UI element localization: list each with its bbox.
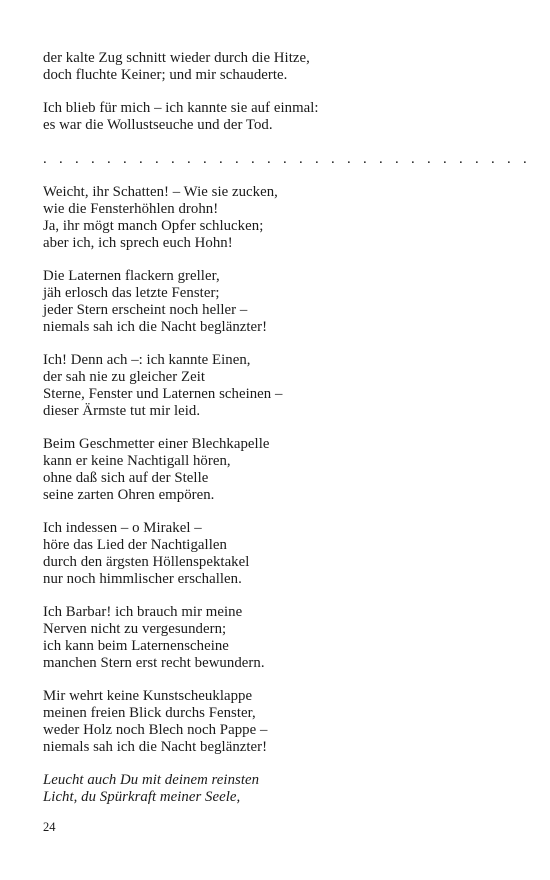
poem-line: kann er keine Nachtigall hören, bbox=[43, 453, 231, 470]
poem-line: der sah nie zu gleicher Zeit bbox=[43, 369, 206, 386]
poem-line: Die Laternen flackern greller, bbox=[43, 268, 220, 285]
section-separator: . . . . . . . . . . . . . . . . . . . . . . . . . . . . . . . bbox=[43, 150, 531, 167]
poem-line: dieser Ärmste tut mir leid. bbox=[43, 402, 201, 419]
poem-line: Nerven nicht zu vergesundern; bbox=[43, 621, 227, 638]
poem-line: Ich blieb für mich – ich kannte sie auf einmal: bbox=[43, 100, 319, 117]
page-number: 24 bbox=[43, 820, 56, 834]
poem-line: Licht, du Spürkraft meiner Seele, bbox=[43, 789, 241, 806]
stanza bbox=[43, 520, 513, 587]
poem-line: Mir wehrt keine Kunstscheuklappe bbox=[43, 688, 253, 705]
stanza-italic bbox=[43, 772, 513, 806]
poem-line: seine zarten Ohren empören. bbox=[43, 486, 215, 503]
poem-line: wie die Fensterhöhlen drohn! bbox=[43, 201, 219, 218]
poem-line: der kalte Zug schnitt wieder durch die Hitze, bbox=[43, 50, 310, 66]
poem-line: Leucht auch Du mit deinem reinsten bbox=[43, 772, 260, 789]
poem-line: aber ich, ich sprech euch Hohn! bbox=[43, 234, 233, 251]
stanza bbox=[43, 604, 513, 671]
poem-line: Weicht, ihr Schatten! – Wie sie zucken, bbox=[43, 184, 278, 201]
stanza bbox=[43, 688, 513, 755]
stanza bbox=[43, 436, 513, 503]
poem-line: jeder Stern erscheint noch heller – bbox=[43, 301, 248, 318]
poem-line: Sterne, Fenster und Laternen scheinen – bbox=[43, 385, 283, 402]
poem-line: ohne daß sich auf der Stelle bbox=[43, 469, 209, 486]
poem-line: niemals sah ich die Nacht beglänzter! bbox=[43, 738, 268, 755]
stanza bbox=[43, 352, 513, 419]
poem-line: weder Holz noch Blech noch Pappe – bbox=[43, 721, 268, 738]
poem-line: meinen freien Blick durchs Fenster, bbox=[43, 705, 256, 722]
stanza bbox=[43, 268, 513, 335]
poem-line: manchen Stern erst recht bewundern. bbox=[43, 654, 265, 671]
poem-line: niemals sah ich die Nacht beglänzter! bbox=[43, 318, 268, 335]
stanza bbox=[43, 184, 513, 251]
poem-line: doch fluchte Keiner; und mir schauderte. bbox=[43, 66, 288, 83]
poem-line: Ich indessen – o Mirakel – bbox=[43, 520, 202, 537]
stanza bbox=[43, 50, 513, 84]
stanza bbox=[43, 100, 513, 134]
poem-line: Ja, ihr mögt manch Opfer schlucken; bbox=[43, 217, 264, 234]
poem-line: jäh erlosch das letzte Fenster; bbox=[43, 285, 220, 302]
poem-line: Beim Geschmetter einer Blechkapelle bbox=[43, 436, 270, 453]
poem-line: Ich! Denn ach –: ich kannte Einen, bbox=[43, 352, 251, 369]
poem-line: Ich Barbar! ich brauch mir meine bbox=[43, 604, 243, 621]
poem-line: es war die Wollustseuche und der Tod. bbox=[43, 117, 273, 134]
poem-line: durch den ärgsten Höllenspektakel bbox=[43, 553, 250, 570]
poem-line: nur noch himmlischer erschallen. bbox=[43, 570, 242, 587]
poem-line: ich kann beim Laternenscheine bbox=[43, 637, 229, 654]
poem-text bbox=[43, 50, 531, 806]
poem-line: höre das Lied der Nachtigallen bbox=[43, 537, 227, 554]
